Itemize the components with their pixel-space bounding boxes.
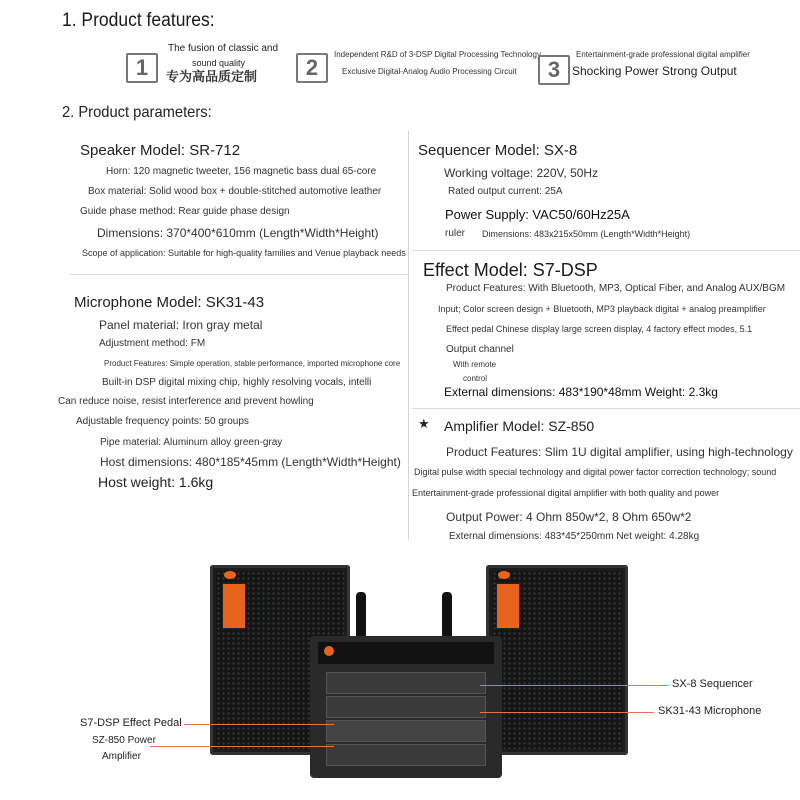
- speaker-line-2: Box material: Solid wood box + double-stitched automotive leather: [88, 186, 382, 197]
- feature-3-line1: Entertainment-grade professional digital amplifier: [576, 50, 750, 59]
- effect-line-2: Input; Color screen design + Bluetooth, MP3 playback digital + analog preamplifier: [438, 304, 766, 314]
- speaker-line-3: Guide phase method: Rear guide phase design: [80, 206, 290, 217]
- callout-amplifier-1: SZ-850 Power: [92, 735, 156, 746]
- sequencer-line-4: ruler: [445, 228, 466, 239]
- effect-line-1: Product Features: With Bluetooth, MP3, Optical Fiber, and Analog AUX/BGM: [446, 283, 786, 294]
- effect-line-3: Effect pedal Chinese display large screen display, 4 factory effect modes, 5.1: [446, 324, 753, 334]
- amplifier-line-3: Entertainment-grade professional digital amplifier with both quality and power: [412, 488, 720, 498]
- sequencer-heading: Sequencer Model: SX-8: [418, 142, 578, 159]
- amplifier-line-5: External dimensions: 483*45*250mm Net weight: 4.28kg: [449, 531, 700, 542]
- effect-heading: Effect Model: S7-DSP: [423, 260, 598, 280]
- effect-line-5: With remote: [453, 360, 497, 369]
- microphone-line-7: Pipe material: Aluminum alloy green-gray: [100, 437, 283, 448]
- feature-1-line3: 专为高品质定制: [166, 69, 258, 84]
- feature-3-line2: Shocking Power Strong Output: [572, 64, 737, 78]
- microphone-line-6: Adjustable frequency points: 50 groups: [76, 416, 249, 427]
- amplifier-line-1: Product Features: Slim 1U digital amplifier, using high-technology: [446, 445, 793, 459]
- microphone-line-2: Adjustment method: FM: [99, 338, 206, 349]
- row-divider-right-1: [412, 250, 800, 251]
- star-icon: ★: [418, 416, 430, 431]
- sequencer-line-2: Rated output current: 25A: [448, 186, 563, 197]
- amplifier-line-4: Output Power: 4 Ohm 850w*2, 8 Ohm 650w*2: [446, 510, 692, 524]
- microphone-line-4: Built-in DSP digital mixing chip, highly resolving vocals, intelli: [102, 377, 372, 388]
- callout-line-amplifier: [150, 746, 334, 747]
- microphone-heading: Microphone Model: SK31-43: [74, 294, 265, 311]
- rack-unit-sequencer: [326, 672, 486, 694]
- sequencer-line-5: Dimensions: 483x215x50mm (Length*Width*Height): [482, 229, 691, 239]
- speaker-brand-badge: [222, 583, 246, 629]
- rack-unit-microphone: [326, 696, 486, 718]
- microphone-line-8: Host dimensions: 480*185*45mm (Length*Width*Height): [100, 455, 401, 469]
- row-divider-left: [70, 274, 408, 275]
- feature-1-line2: sound quality: [192, 58, 246, 68]
- feature-number-3: 3: [538, 55, 570, 85]
- speaker-line-5: Scope of application: Suitable for high-quality families and Venue playback needs: [82, 248, 406, 258]
- row-divider-right-2: [412, 408, 800, 409]
- effect-line-7: External dimensions: 483*190*48mm Weight: 2.3kg: [444, 385, 718, 399]
- microphone-line-5: Can reduce noise, resist interference and prevent howling: [58, 396, 314, 407]
- callout-line-sequencer: [480, 685, 668, 686]
- column-divider: [408, 130, 409, 540]
- speaker-line-1: Horn: 120 magnetic tweeter, 156 magnetic bass dual 65-core: [106, 166, 377, 177]
- microphone-line-9: Host weight: 1.6kg: [98, 474, 214, 490]
- callout-line-effect: [184, 724, 334, 725]
- sequencer-line-1: Working voltage: 220V, 50Hz: [444, 166, 599, 180]
- rack-unit-amplifier: [326, 744, 486, 766]
- callout-line-microphone: [480, 712, 654, 713]
- microphone-line-3: Product Features: Simple operation, stable performance, imported microphone core: [104, 359, 401, 368]
- rack-unit-effect: [326, 720, 486, 742]
- speaker-line-4: Dimensions: 370*400*610mm (Length*Width*Height): [97, 226, 379, 240]
- feature-number-2: 2: [296, 53, 328, 83]
- sequencer-line-3: Power Supply: VAC50/60Hz25A: [445, 207, 630, 222]
- amplifier-line-2: Digital pulse width special technology and digital power factor correction technology; sound: [414, 467, 777, 477]
- feature-number-1: 1: [126, 53, 158, 83]
- effect-line-4: Output channel: [446, 344, 514, 355]
- feature-2-line1: Independent R&D of 3-DSP Digital Processing Technology: [334, 50, 541, 59]
- callout-sequencer: SX-8 Sequencer: [672, 678, 753, 690]
- feature-1-line1: The fusion of classic and: [168, 43, 279, 54]
- right-speaker: [486, 565, 628, 755]
- callout-microphone: SK31-43 Microphone: [658, 705, 762, 717]
- feature-2-line2: Exclusive Digital-Analog Audio Processing Circuit: [342, 67, 517, 76]
- callout-amplifier-2: Amplifier: [102, 751, 141, 762]
- speaker-brand-badge: [496, 583, 520, 629]
- equipment-rack: [310, 636, 502, 778]
- speaker-heading: Speaker Model: SR-712: [80, 142, 241, 159]
- features-title: 1. Product features:: [62, 10, 215, 31]
- microphone-line-1: Panel material: Iron gray metal: [99, 318, 263, 332]
- params-title: 2. Product parameters:: [62, 104, 212, 121]
- callout-effect: S7-DSP Effect Pedal: [80, 717, 182, 729]
- effect-line-6: control: [463, 374, 488, 383]
- amplifier-heading: Amplifier Model: SZ-850: [444, 418, 595, 434]
